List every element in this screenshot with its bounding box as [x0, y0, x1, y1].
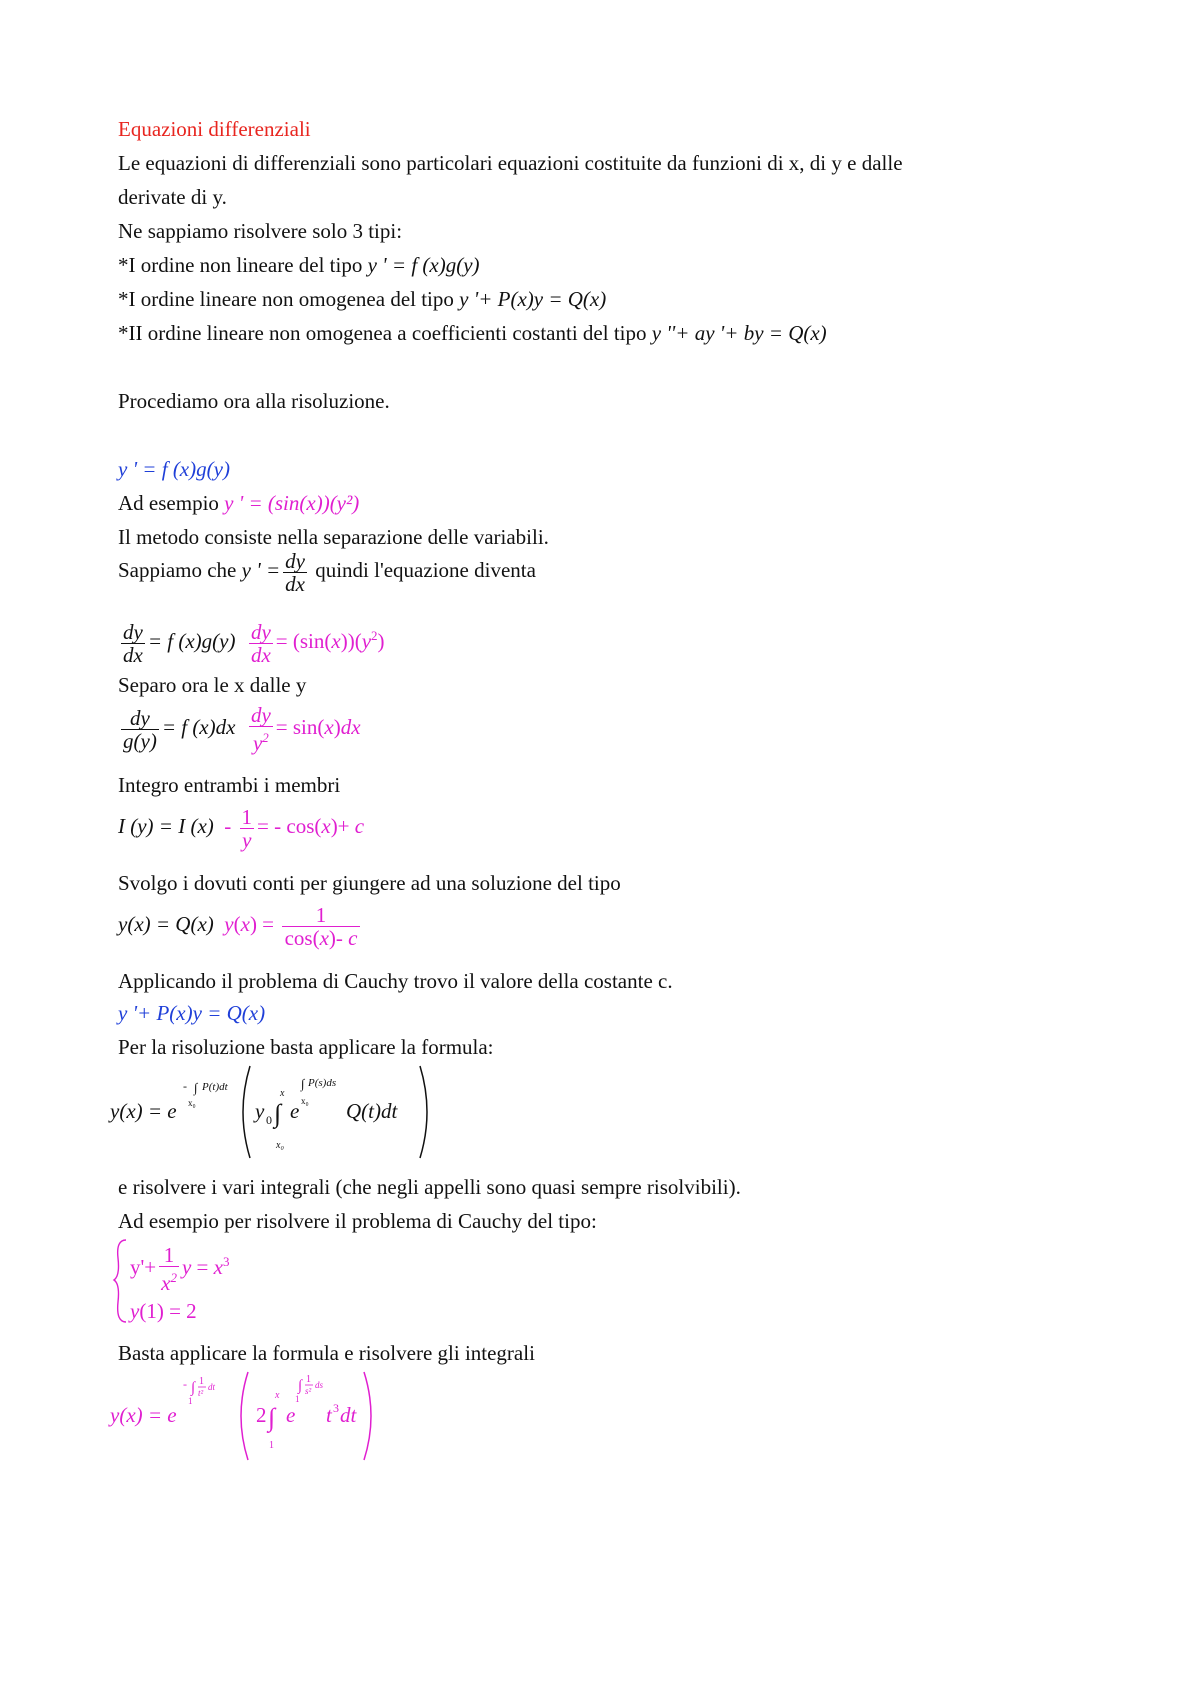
- svg-text:y(x) = e: y(x) = e: [110, 1099, 177, 1123]
- example-integrated: - $\frac{1}{y}$ = - cos(x)+ c: [224, 804, 365, 852]
- svg-text:-: -: [183, 1079, 187, 1093]
- svg-text:x₀: x₀: [188, 1098, 196, 1108]
- section1-heading: y ' = f (x)g(y): [118, 457, 230, 481]
- svg-text:e: e: [286, 1403, 296, 1427]
- type-item-2: *I ordine lineare non omogenea del tipo y '+ P(x)y = Q(x): [118, 287, 607, 311]
- svg-text:P(t)dt: P(t)dt: [202, 1081, 228, 1093]
- intro-line-3: Ne sappiamo risolvere solo 3 tipi:: [118, 219, 403, 243]
- intro-line-1: Le equazioni di differenziali sono particolari equazioni costituite da funzioni di x, di y e dalle: [118, 151, 903, 175]
- final-text: Basta applicare la formula e risolvere gli integrali: [118, 1341, 535, 1365]
- svg-text:Q(t)dt: Q(t)dt: [346, 1099, 398, 1123]
- svg-text:∫: ∫: [194, 1080, 198, 1095]
- svg-text:x: x: [280, 1088, 285, 1099]
- cauchy-example-text: Ad esempio per risolvere il problema di Cauchy del tipo:: [118, 1209, 597, 1233]
- type-item-3: *II ordine lineare non omogenea a coefficienti costanti del tipo y ''+ ay '+ by = Q(x): [118, 321, 827, 345]
- cauchy-equation-2: y(1) = 2: [130, 1299, 197, 1323]
- solve-text: Svolgo i dovuti conti per giungere ad una soluzione del tipo: [118, 871, 621, 895]
- svg-text:s²: s²: [305, 1386, 312, 1396]
- example-formula: y ' = (sin(x))(y²): [224, 491, 360, 515]
- svg-text:y: y: [255, 1099, 265, 1123]
- svg-text:∫: ∫: [298, 1378, 303, 1394]
- svg-text:dt: dt: [340, 1403, 357, 1427]
- method-text: Il metodo consiste nella separazione delle variabili.: [118, 525, 549, 549]
- example-dy-dx: $\frac{dy}{dx}$ = $(\sin(x))(y^2)$: [250, 619, 385, 667]
- separate-text: Separo ora le x dalle y: [118, 673, 307, 697]
- svg-text:2: 2: [256, 1403, 267, 1427]
- type-formula-3: y ''+ ay '+ by = Q(x): [651, 321, 827, 345]
- svg-text:t²: t²: [198, 1388, 204, 1398]
- cauchy-text: Applicando il problema di Cauchy trovo il valore della costante c.: [118, 969, 673, 993]
- svg-text:∫: ∫: [274, 1099, 282, 1128]
- svg-text:x₀: x₀: [301, 1096, 309, 1106]
- equation-dy-dx: $\frac{dy}{dx}$ = f (x)g(y) $\frac{dy}{dx}$ = $(\sin(x))(y^2)$: [123, 619, 385, 667]
- svg-text:y(x) = e: y(x) = e: [110, 1403, 177, 1427]
- svg-text:∫: ∫: [268, 1403, 276, 1432]
- applied-formula: [108, 1366, 388, 1472]
- cauchy-equation-1: y'+ $\frac{1}{x^2}$ $y = x^3$: [130, 1243, 230, 1296]
- svg-text:3: 3: [333, 1401, 339, 1415]
- equation-integrated: I (y) = I (x) - $\frac{1}{y}$ = - cos(x)+ c: [118, 804, 365, 852]
- svg-text:1: 1: [188, 1396, 193, 1406]
- section2-heading: y '+ P(x)y = Q(x): [118, 1001, 266, 1025]
- type-formula-2: y '+ P(x)y = Q(x): [459, 287, 607, 311]
- svg-text:dt: dt: [208, 1382, 216, 1392]
- know-line: Sappiamo che y ' = $\frac{dy}{dx}$ quindi l'equazione diventa: [118, 548, 536, 596]
- general-solution-formula: [108, 1062, 438, 1178]
- equation-solution: y(x) = Q(x) y(x) = $\frac{1}{\cos(x)- c}$: [118, 902, 363, 949]
- svg-text:1: 1: [306, 1374, 311, 1385]
- svg-text:x: x: [275, 1390, 280, 1401]
- svg-text:ds: ds: [315, 1380, 324, 1390]
- svg-text:1: 1: [269, 1440, 274, 1451]
- svg-text:P(s)ds: P(s)ds: [308, 1077, 337, 1089]
- integrate-text: Integro entrambi i membri: [118, 773, 341, 797]
- svg-text:∫: ∫: [191, 1380, 196, 1396]
- example-line: Ad esempio y ' = (sin(x))(y²): [118, 491, 360, 515]
- svg-text:0: 0: [266, 1113, 272, 1127]
- svg-text:-: -: [183, 1377, 187, 1391]
- svg-text:1: 1: [199, 1376, 204, 1387]
- intro-line-2: derivate di y.: [118, 185, 227, 209]
- page-title: Equazioni differenziali: [118, 117, 311, 141]
- type-item-1: *I ordine non lineare del tipo y ' = f (x)g(y): [118, 253, 480, 277]
- svg-text:x₀: x₀: [276, 1140, 284, 1151]
- after-formula-text: e risolvere i vari integrali (che negli appelli sono quasi sempre risolvibili).: [118, 1175, 741, 1199]
- formula-intro-text: Per la risoluzione basta applicare la formula:: [118, 1035, 494, 1059]
- example-solution: y(x) = $\frac{1}{\cos(x)- c}$: [224, 902, 358, 950]
- type-formula-1: y ' = f (x)g(y): [367, 253, 480, 277]
- equation-separated: $\frac{dy}{g(y)}$ = f (x)dx $\frac{dy}{y^2}$ = sin(x)dx: [123, 703, 361, 755]
- svg-text:∫: ∫: [301, 1076, 305, 1091]
- proceed-text: Procediamo ora alla risoluzione.: [118, 389, 390, 413]
- svg-text:t: t: [326, 1403, 332, 1427]
- dy-dx-fraction: $\frac{dy}{dx}$: [285, 548, 305, 596]
- svg-text:1: 1: [295, 1394, 300, 1404]
- svg-text:e: e: [290, 1099, 300, 1123]
- example-separated: $\frac{dy}{y^2}$ = sin(x)dx: [250, 703, 361, 755]
